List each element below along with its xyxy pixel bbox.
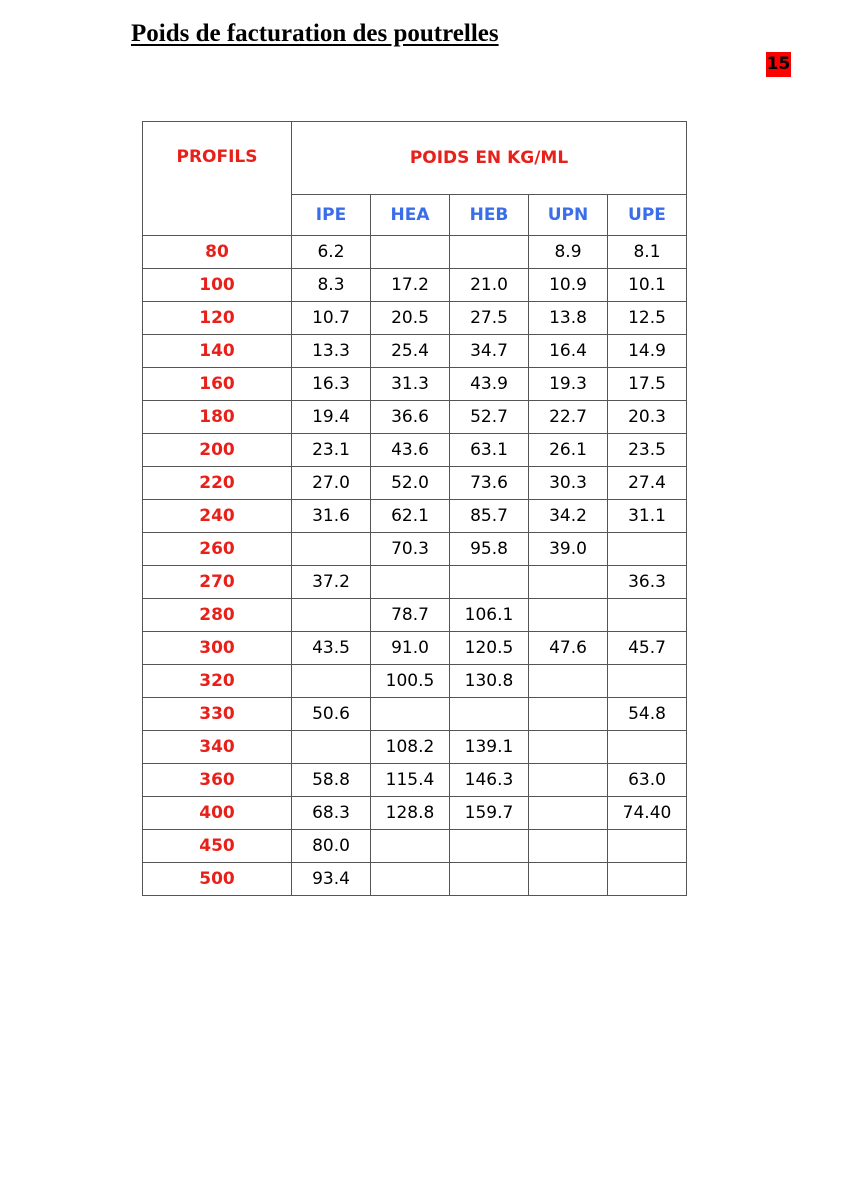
value-cell-ipe: 31.6 — [292, 500, 371, 533]
value-cell-heb — [450, 830, 529, 863]
page-number-badge: 15 — [766, 52, 791, 77]
value-cell-heb — [450, 566, 529, 599]
value-cell-upe: 17.5 — [608, 368, 687, 401]
value-cell-upe: 45.7 — [608, 632, 687, 665]
table-row — [143, 533, 687, 566]
value-cell-upn — [529, 797, 608, 830]
table-row — [143, 500, 687, 533]
profil-cell: 220 — [143, 467, 292, 500]
value-cell-upe: 74.40 — [608, 797, 687, 830]
table-row — [143, 335, 687, 368]
value-cell-upe: 10.1 — [608, 269, 687, 302]
value-cell-ipe: 6.2 — [292, 236, 371, 269]
value-cell-upe: 54.8 — [608, 698, 687, 731]
value-cell-upe — [608, 830, 687, 863]
profil-cell: 100 — [143, 269, 292, 302]
profil-cell: 300 — [143, 632, 292, 665]
value-cell-upn: 26.1 — [529, 434, 608, 467]
value-cell-heb: 63.1 — [450, 434, 529, 467]
value-cell-heb: 73.6 — [450, 467, 529, 500]
value-cell-hea: 36.6 — [371, 401, 450, 434]
table-row — [143, 632, 687, 665]
profil-cell: 260 — [143, 533, 292, 566]
page-title: Poids de facturation des poutrelles — [131, 20, 499, 47]
value-cell-hea: 20.5 — [371, 302, 450, 335]
value-cell-hea: 115.4 — [371, 764, 450, 797]
value-cell-upn: 22.7 — [529, 401, 608, 434]
value-cell-ipe — [292, 731, 371, 764]
profils-header: PROFILS — [143, 122, 292, 236]
value-cell-upn — [529, 665, 608, 698]
table-row — [143, 302, 687, 335]
value-cell-hea — [371, 698, 450, 731]
table-row — [143, 368, 687, 401]
value-cell-heb: 106.1 — [450, 599, 529, 632]
value-cell-heb: 43.9 — [450, 368, 529, 401]
value-cell-heb: 21.0 — [450, 269, 529, 302]
value-cell-upn — [529, 698, 608, 731]
value-cell-heb — [450, 863, 529, 896]
value-cell-heb: 85.7 — [450, 500, 529, 533]
column-header-heb: HEB — [450, 195, 529, 236]
value-cell-hea: 70.3 — [371, 533, 450, 566]
value-cell-hea: 43.6 — [371, 434, 450, 467]
value-cell-upn: 19.3 — [529, 368, 608, 401]
value-cell-upn: 47.6 — [529, 632, 608, 665]
value-cell-hea — [371, 566, 450, 599]
value-cell-upn: 34.2 — [529, 500, 608, 533]
value-cell-ipe: 68.3 — [292, 797, 371, 830]
value-cell-heb: 120.5 — [450, 632, 529, 665]
profil-cell: 80 — [143, 236, 292, 269]
value-cell-upe: 20.3 — [608, 401, 687, 434]
value-cell-heb: 95.8 — [450, 533, 529, 566]
value-cell-heb: 34.7 — [450, 335, 529, 368]
value-cell-upn: 39.0 — [529, 533, 608, 566]
profil-cell: 360 — [143, 764, 292, 797]
value-cell-hea: 100.5 — [371, 665, 450, 698]
value-cell-upe — [608, 731, 687, 764]
value-cell-upn: 16.4 — [529, 335, 608, 368]
profil-cell: 140 — [143, 335, 292, 368]
table-row — [143, 401, 687, 434]
profil-cell: 450 — [143, 830, 292, 863]
value-cell-upe: 63.0 — [608, 764, 687, 797]
value-cell-heb: 146.3 — [450, 764, 529, 797]
table-row — [143, 731, 687, 764]
value-cell-hea: 128.8 — [371, 797, 450, 830]
table-row — [143, 467, 687, 500]
table-row — [143, 269, 687, 302]
table-row — [143, 863, 687, 896]
header-row-main — [143, 122, 687, 195]
value-cell-ipe: 27.0 — [292, 467, 371, 500]
value-cell-ipe: 43.5 — [292, 632, 371, 665]
value-cell-heb: 52.7 — [450, 401, 529, 434]
value-cell-ipe: 16.3 — [292, 368, 371, 401]
value-cell-ipe: 8.3 — [292, 269, 371, 302]
value-cell-hea: 25.4 — [371, 335, 450, 368]
value-cell-ipe: 23.1 — [292, 434, 371, 467]
table-row — [143, 599, 687, 632]
value-cell-ipe — [292, 533, 371, 566]
value-cell-heb: 159.7 — [450, 797, 529, 830]
value-cell-upn — [529, 599, 608, 632]
column-header-upn: UPN — [529, 195, 608, 236]
profil-cell: 200 — [143, 434, 292, 467]
profil-cell: 500 — [143, 863, 292, 896]
value-cell-ipe: 13.3 — [292, 335, 371, 368]
value-cell-ipe: 10.7 — [292, 302, 371, 335]
profil-cell: 180 — [143, 401, 292, 434]
weights-table — [142, 121, 687, 896]
table-body — [143, 236, 687, 896]
value-cell-upe: 14.9 — [608, 335, 687, 368]
table-row — [143, 434, 687, 467]
value-cell-upe — [608, 599, 687, 632]
value-cell-hea — [371, 863, 450, 896]
profil-cell: 330 — [143, 698, 292, 731]
table-row — [143, 236, 687, 269]
table-row — [143, 764, 687, 797]
value-cell-ipe: 93.4 — [292, 863, 371, 896]
table-row — [143, 830, 687, 863]
profil-cell: 160 — [143, 368, 292, 401]
profil-cell: 280 — [143, 599, 292, 632]
value-cell-ipe: 37.2 — [292, 566, 371, 599]
value-cell-upe: 27.4 — [608, 467, 687, 500]
value-cell-upn — [529, 566, 608, 599]
value-cell-ipe: 58.8 — [292, 764, 371, 797]
value-cell-upn — [529, 830, 608, 863]
value-cell-heb — [450, 698, 529, 731]
profil-cell: 270 — [143, 566, 292, 599]
profil-cell: 340 — [143, 731, 292, 764]
value-cell-heb — [450, 236, 529, 269]
value-cell-hea: 78.7 — [371, 599, 450, 632]
value-cell-hea: 91.0 — [371, 632, 450, 665]
profil-cell: 240 — [143, 500, 292, 533]
value-cell-upe — [608, 533, 687, 566]
value-cell-ipe: 50.6 — [292, 698, 371, 731]
value-cell-hea — [371, 830, 450, 863]
profil-cell: 320 — [143, 665, 292, 698]
value-cell-heb: 27.5 — [450, 302, 529, 335]
value-cell-hea: 17.2 — [371, 269, 450, 302]
value-cell-ipe — [292, 599, 371, 632]
value-cell-upe: 12.5 — [608, 302, 687, 335]
value-cell-upn: 13.8 — [529, 302, 608, 335]
table-row — [143, 665, 687, 698]
value-cell-upe: 23.5 — [608, 434, 687, 467]
value-cell-upn — [529, 863, 608, 896]
value-cell-upn: 8.9 — [529, 236, 608, 269]
table-row — [143, 797, 687, 830]
value-cell-upe: 8.1 — [608, 236, 687, 269]
value-cell-hea: 62.1 — [371, 500, 450, 533]
column-header-upe: UPE — [608, 195, 687, 236]
value-cell-upn — [529, 764, 608, 797]
table-row — [143, 698, 687, 731]
value-cell-upe: 36.3 — [608, 566, 687, 599]
value-cell-upn — [529, 731, 608, 764]
table-row — [143, 566, 687, 599]
poids-header: POIDS EN KG/ML — [292, 122, 687, 195]
profil-cell: 120 — [143, 302, 292, 335]
column-header-ipe: IPE — [292, 195, 371, 236]
profil-cell: 400 — [143, 797, 292, 830]
value-cell-upe — [608, 863, 687, 896]
value-cell-ipe — [292, 665, 371, 698]
value-cell-hea: 31.3 — [371, 368, 450, 401]
value-cell-upn: 30.3 — [529, 467, 608, 500]
value-cell-hea: 108.2 — [371, 731, 450, 764]
value-cell-upe: 31.1 — [608, 500, 687, 533]
value-cell-heb: 139.1 — [450, 731, 529, 764]
value-cell-hea: 52.0 — [371, 467, 450, 500]
value-cell-hea — [371, 236, 450, 269]
value-cell-ipe: 80.0 — [292, 830, 371, 863]
value-cell-upe — [608, 665, 687, 698]
column-header-hea: HEA — [371, 195, 450, 236]
value-cell-heb: 130.8 — [450, 665, 529, 698]
value-cell-upn: 10.9 — [529, 269, 608, 302]
value-cell-ipe: 19.4 — [292, 401, 371, 434]
